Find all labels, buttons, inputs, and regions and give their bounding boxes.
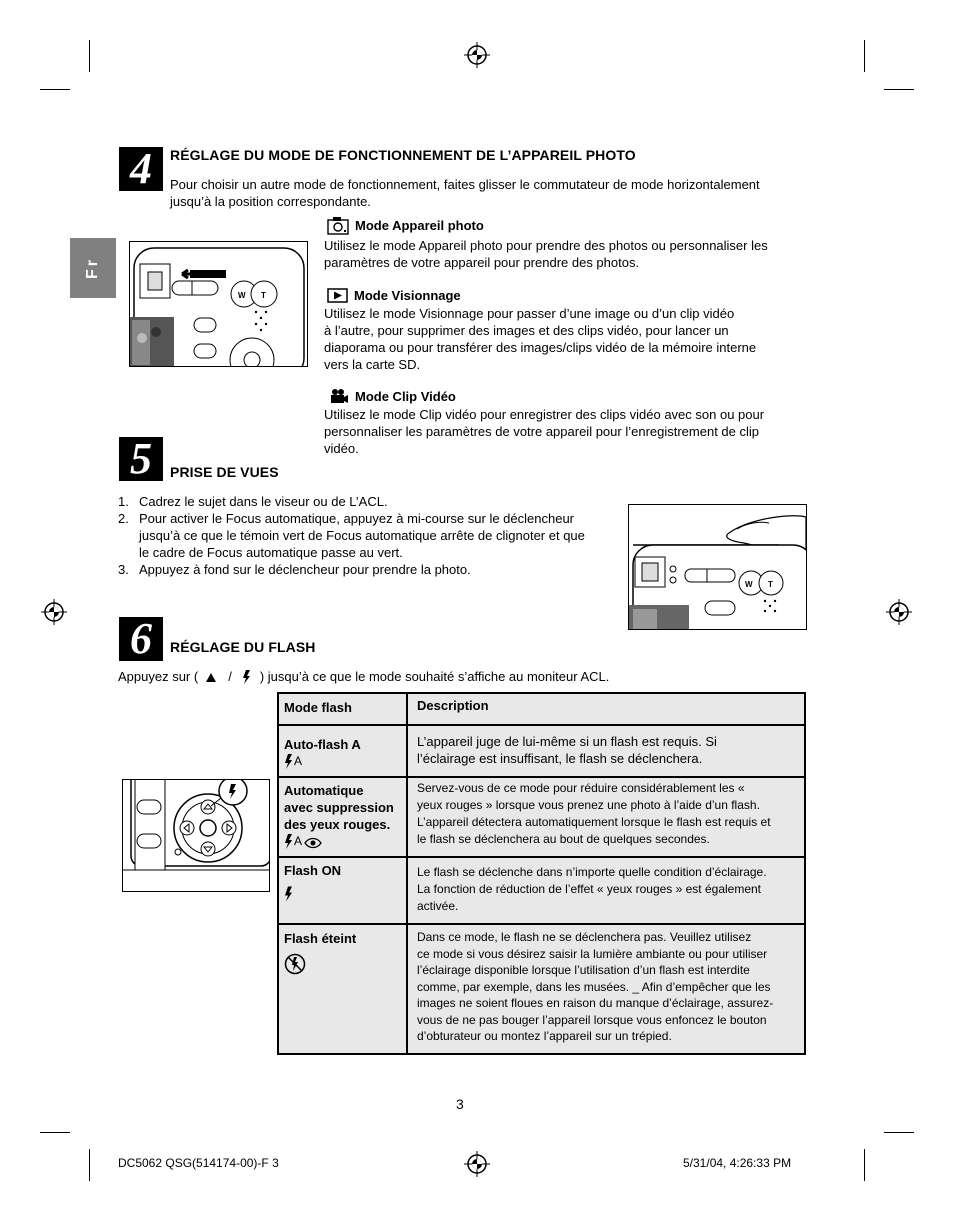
crop-mark: [884, 89, 914, 90]
svg-text:T: T: [261, 291, 266, 300]
flash-icon: [238, 669, 256, 685]
flash-off-icon: [284, 953, 306, 975]
table-cell-description: Servez-vous de ce mode pour réduire considérablement les « yeux rouges » lorsque vous prenez une photo à l’aide d’un flash. L’appareil détectera automatiquement lorsque le flash est requis et le flash se déclenchera au bout de quelques secondes.: [407, 777, 805, 857]
step-number-5: 5: [119, 437, 163, 481]
table-cell-mode: Auto-flash A A: [278, 725, 407, 777]
mode-camera-desc: Utilisez le mode Appareil photo pour prendre des photos ou personnaliser les paramètres de votre appareil pour prendre des photos.: [324, 238, 768, 270]
page-number: 3: [456, 1096, 464, 1112]
table-row: [278, 777, 805, 857]
flash-button-illustration: [122, 779, 270, 892]
table-cell-description: Le flash se déclenche dans n’importe quelle condition d’éclairage. La fonction de réduction de l’effet « yeux rouges » est également activée.: [407, 857, 805, 924]
flash-icon: [284, 754, 294, 770]
playback-mode-icon: [327, 288, 348, 303]
svg-text:T: T: [768, 580, 773, 589]
footer-left: DC5062 QSG(514174-00)-F 3: [118, 1156, 279, 1170]
svg-text:W: W: [238, 291, 246, 300]
registration-mark-icon: [886, 599, 912, 625]
table-row: [278, 857, 805, 924]
footer-right: 5/31/04, 4:26:33 PM: [683, 1156, 792, 1170]
mode-camera-title: Mode Appareil photo: [327, 216, 484, 235]
mode-video-desc: Utilisez le mode Clip vidéo pour enregistrer des clips vidéo avec son ou pour personnaliser les paramètres de votre appareil pour l’enregistrement de clip vidéo.: [324, 407, 765, 456]
list-item: 1. Cadrez le sujet dans le viseur ou de L’ACL.: [118, 494, 388, 509]
camera-mode-icon: [327, 216, 349, 235]
flash-modes-table: [277, 692, 806, 1055]
video-clip-mode-icon: [330, 388, 349, 404]
steps-list: [118, 493, 618, 578]
camera-mode-switch-illustration: [129, 241, 308, 367]
crop-mark: [864, 40, 865, 72]
flash-intro: Appuyez sur ( / ) jusqu’à ce que le mode souhaité s’affiche au moniteur ACL.: [118, 669, 610, 684]
svg-text:W: W: [745, 580, 753, 589]
registration-mark-icon: [41, 599, 67, 625]
step-number-6: 6: [119, 617, 163, 661]
red-eye-icon: [304, 837, 322, 849]
shutter-press-illustration: [628, 504, 807, 630]
column-header: Mode flash: [278, 693, 407, 725]
table-cell-description: L’appareil juge de lui-même si un flash est requis. Si l’éclairage est insuffisant, le flash se déclenchera.: [407, 725, 805, 777]
section-heading: PRISE DE VUES: [170, 464, 279, 480]
up-arrow-icon: [200, 670, 222, 684]
list-item: 2. Pour activer le Focus automatique, appuyez à mi-course sur le déclencheur jusqu’à ce que le témoin vert de Focus automatique arrête de clignoter et que le cadre de Focus automatique passe au vert.: [118, 511, 585, 560]
crop-mark: [89, 40, 90, 72]
table-cell-mode: Automatique avec suppression des yeux rouges. A: [278, 777, 407, 857]
crop-mark: [89, 1149, 90, 1181]
table-row: [278, 924, 805, 1054]
mode-playback-title: Mode Visionnage: [327, 288, 461, 303]
table-cell-description: Dans ce mode, le flash ne se déclenchera pas. Veuillez utilisez ce mode si vous désirez saisir la lumière ambiante ou pour utiliser l’éclairage disponible lorsque l’utilisation d’un flash est interdite comme, par exemple, dans les musées. _ Afin d’empêcher que les images ne soient floues en raison du manque d’éclairage, assurez- vous de ne pas bouger l’appareil lorsque vous enfoncez le bouton d’obturateur ou montez l’appareil sur un trépied.: [407, 924, 805, 1054]
table-header-row: [278, 693, 805, 725]
crop-mark: [884, 1132, 914, 1133]
language-tab: Fr: [70, 238, 116, 298]
mode-playback-desc: Utilisez le mode Visionnage pour passer d’une image ou d’un clip vidéo à l’autre, pour supprimer des images et des clips vidéo, pour lancer un diaporama ou pour transférer des images/clips vidéo de la mémoire interne vers la carte SD.: [324, 306, 757, 372]
table-row: [278, 725, 805, 777]
section-heading: RÉGLAGE DU FLASH: [170, 639, 316, 655]
flash-icon: [284, 834, 294, 850]
section-heading: RÉGLAGE DU MODE DE FONCTIONNEMENT DE L’APPAREIL PHOTO: [170, 147, 636, 163]
crop-mark: [864, 1149, 865, 1181]
crop-mark: [40, 89, 70, 90]
registration-mark-icon: [464, 1151, 490, 1177]
table-cell-mode: Flash ON: [278, 857, 407, 924]
list-item: 3. Appuyez à fond sur le déclencheur pour prendre la photo.: [118, 562, 471, 577]
crop-mark: [40, 1132, 70, 1133]
mode-video-title: Mode Clip Vidéo: [330, 388, 456, 404]
registration-mark-icon: [464, 42, 490, 68]
step-number-4: 4: [119, 147, 163, 191]
column-header: Description: [407, 693, 805, 725]
table-cell-mode: Flash éteint: [278, 924, 407, 1054]
flash-icon: [284, 886, 294, 903]
intro-paragraph: Pour choisir un autre mode de fonctionnement, faites glisser le commutateur de mode horizontalement jusqu’à la position correspondante.: [170, 177, 760, 209]
